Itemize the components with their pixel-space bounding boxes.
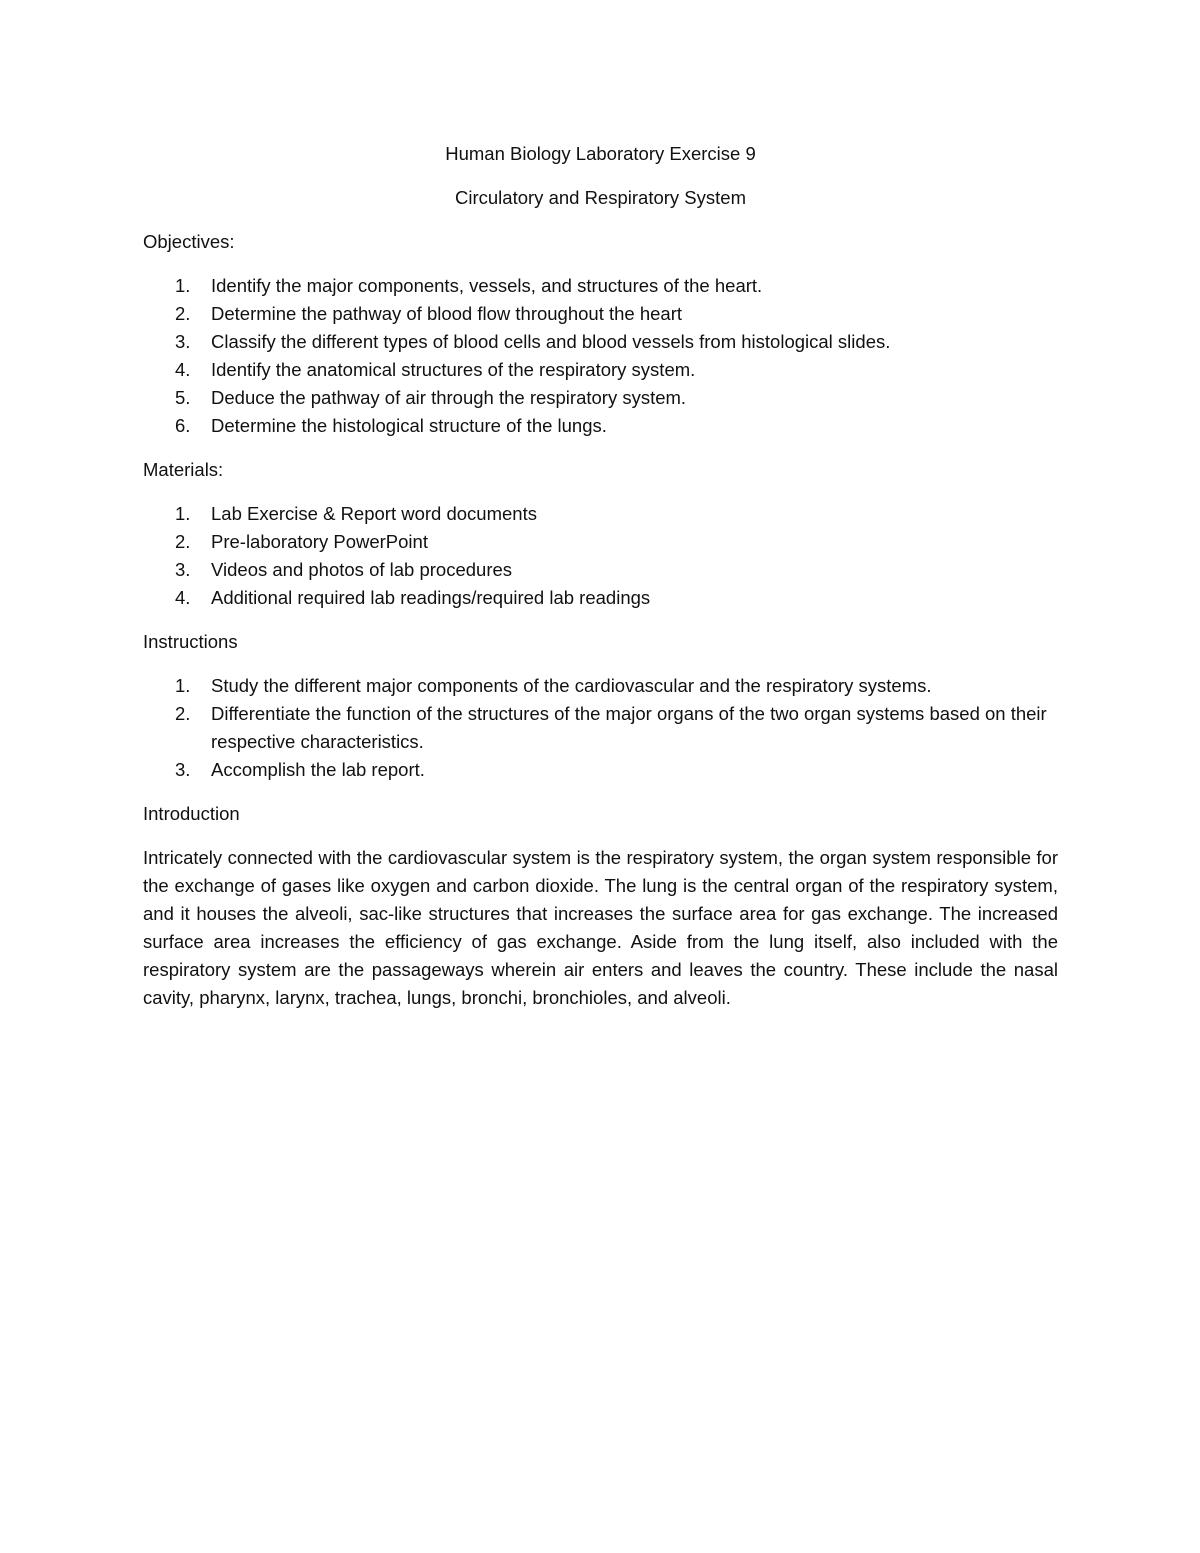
list-item-text: Identify the anatomical structures of the respiratory system. (211, 359, 696, 380)
list-item-text: Differentiate the function of the structures of the major organs of the two organ systems based on their respective characteristics. (211, 703, 1047, 752)
list-item (143, 384, 1058, 412)
list-item (143, 672, 1058, 700)
list-item-text: Study the different major components of the cardiovascular and the respiratory systems. (211, 675, 932, 696)
list-item (143, 584, 1058, 612)
list-item (143, 300, 1058, 328)
list-item (143, 700, 1058, 756)
list-item (143, 272, 1058, 300)
list-item-text: Determine the pathway of blood flow throughout the heart (211, 303, 683, 324)
list-number: 3. (175, 331, 191, 352)
list-number: 1. (175, 675, 191, 696)
instructions-heading: Instructions (143, 631, 238, 652)
list-item-text: Classify the different types of blood cells and blood vessels from histological slides. (211, 331, 891, 352)
list-number: 3. (175, 559, 191, 580)
list-item (143, 356, 1058, 384)
objectives-heading: Objectives: (143, 231, 235, 252)
list-number: 2. (175, 303, 191, 324)
list-item-text: Pre-laboratory PowerPoint (211, 531, 428, 552)
instructions-list (143, 672, 1058, 784)
list-item (143, 756, 1058, 784)
list-item-text: Videos and photos of lab procedures (211, 559, 513, 580)
list-item (143, 412, 1058, 440)
list-number: 1. (175, 503, 191, 524)
objectives-list (143, 272, 1058, 440)
list-item-text: Lab Exercise & Report word documents (211, 503, 537, 524)
list-number: 5. (175, 387, 191, 408)
list-item-text: Additional required lab readings/required lab readings (211, 587, 651, 608)
list-number: 2. (175, 703, 191, 724)
list-number: 6. (175, 415, 191, 436)
materials-heading: Materials: (143, 459, 224, 480)
document-title: Human Biology Laboratory Exercise 9 (445, 143, 756, 164)
list-number: 3. (175, 759, 191, 780)
list-number: 2. (175, 531, 191, 552)
list-item-text: Deduce the pathway of air through the respiratory system. (211, 387, 687, 408)
list-item-text: Accomplish the lab report. (211, 759, 425, 780)
list-item (143, 528, 1058, 556)
list-item (143, 556, 1058, 584)
list-number: 4. (175, 359, 191, 380)
list-number: 4. (175, 587, 191, 608)
introduction-paragraph: Intricately connected with the cardiovascular system is the respiratory system, the organ system responsible for the exchange of gases like oxygen and carbon dioxide. The lung is the central organ of the respiratory system, and it houses the alveoli, sac-like structures that increases the surface area for gas exchange. The increased surface area increases the efficiency of gas exchange. Aside from the lung itself, also included with the respiratory system are the passageways wherein air enters and leaves the country. These include the nasal cavity, pharynx, larynx, trachea, lungs, bronchi, bronchioles, and alveoli. (143, 847, 1058, 1008)
materials-list (143, 500, 1058, 612)
list-number: 1. (175, 275, 191, 296)
list-item-text: Identify the major components, vessels, and structures of the heart. (211, 275, 763, 296)
document-subtitle: Circulatory and Respiratory System (455, 187, 746, 208)
introduction-heading: Introduction (143, 803, 240, 824)
list-item-text: Determine the histological structure of the lungs. (211, 415, 607, 436)
document-content (143, 140, 1058, 1012)
list-item (143, 328, 1058, 356)
list-item (143, 500, 1058, 528)
